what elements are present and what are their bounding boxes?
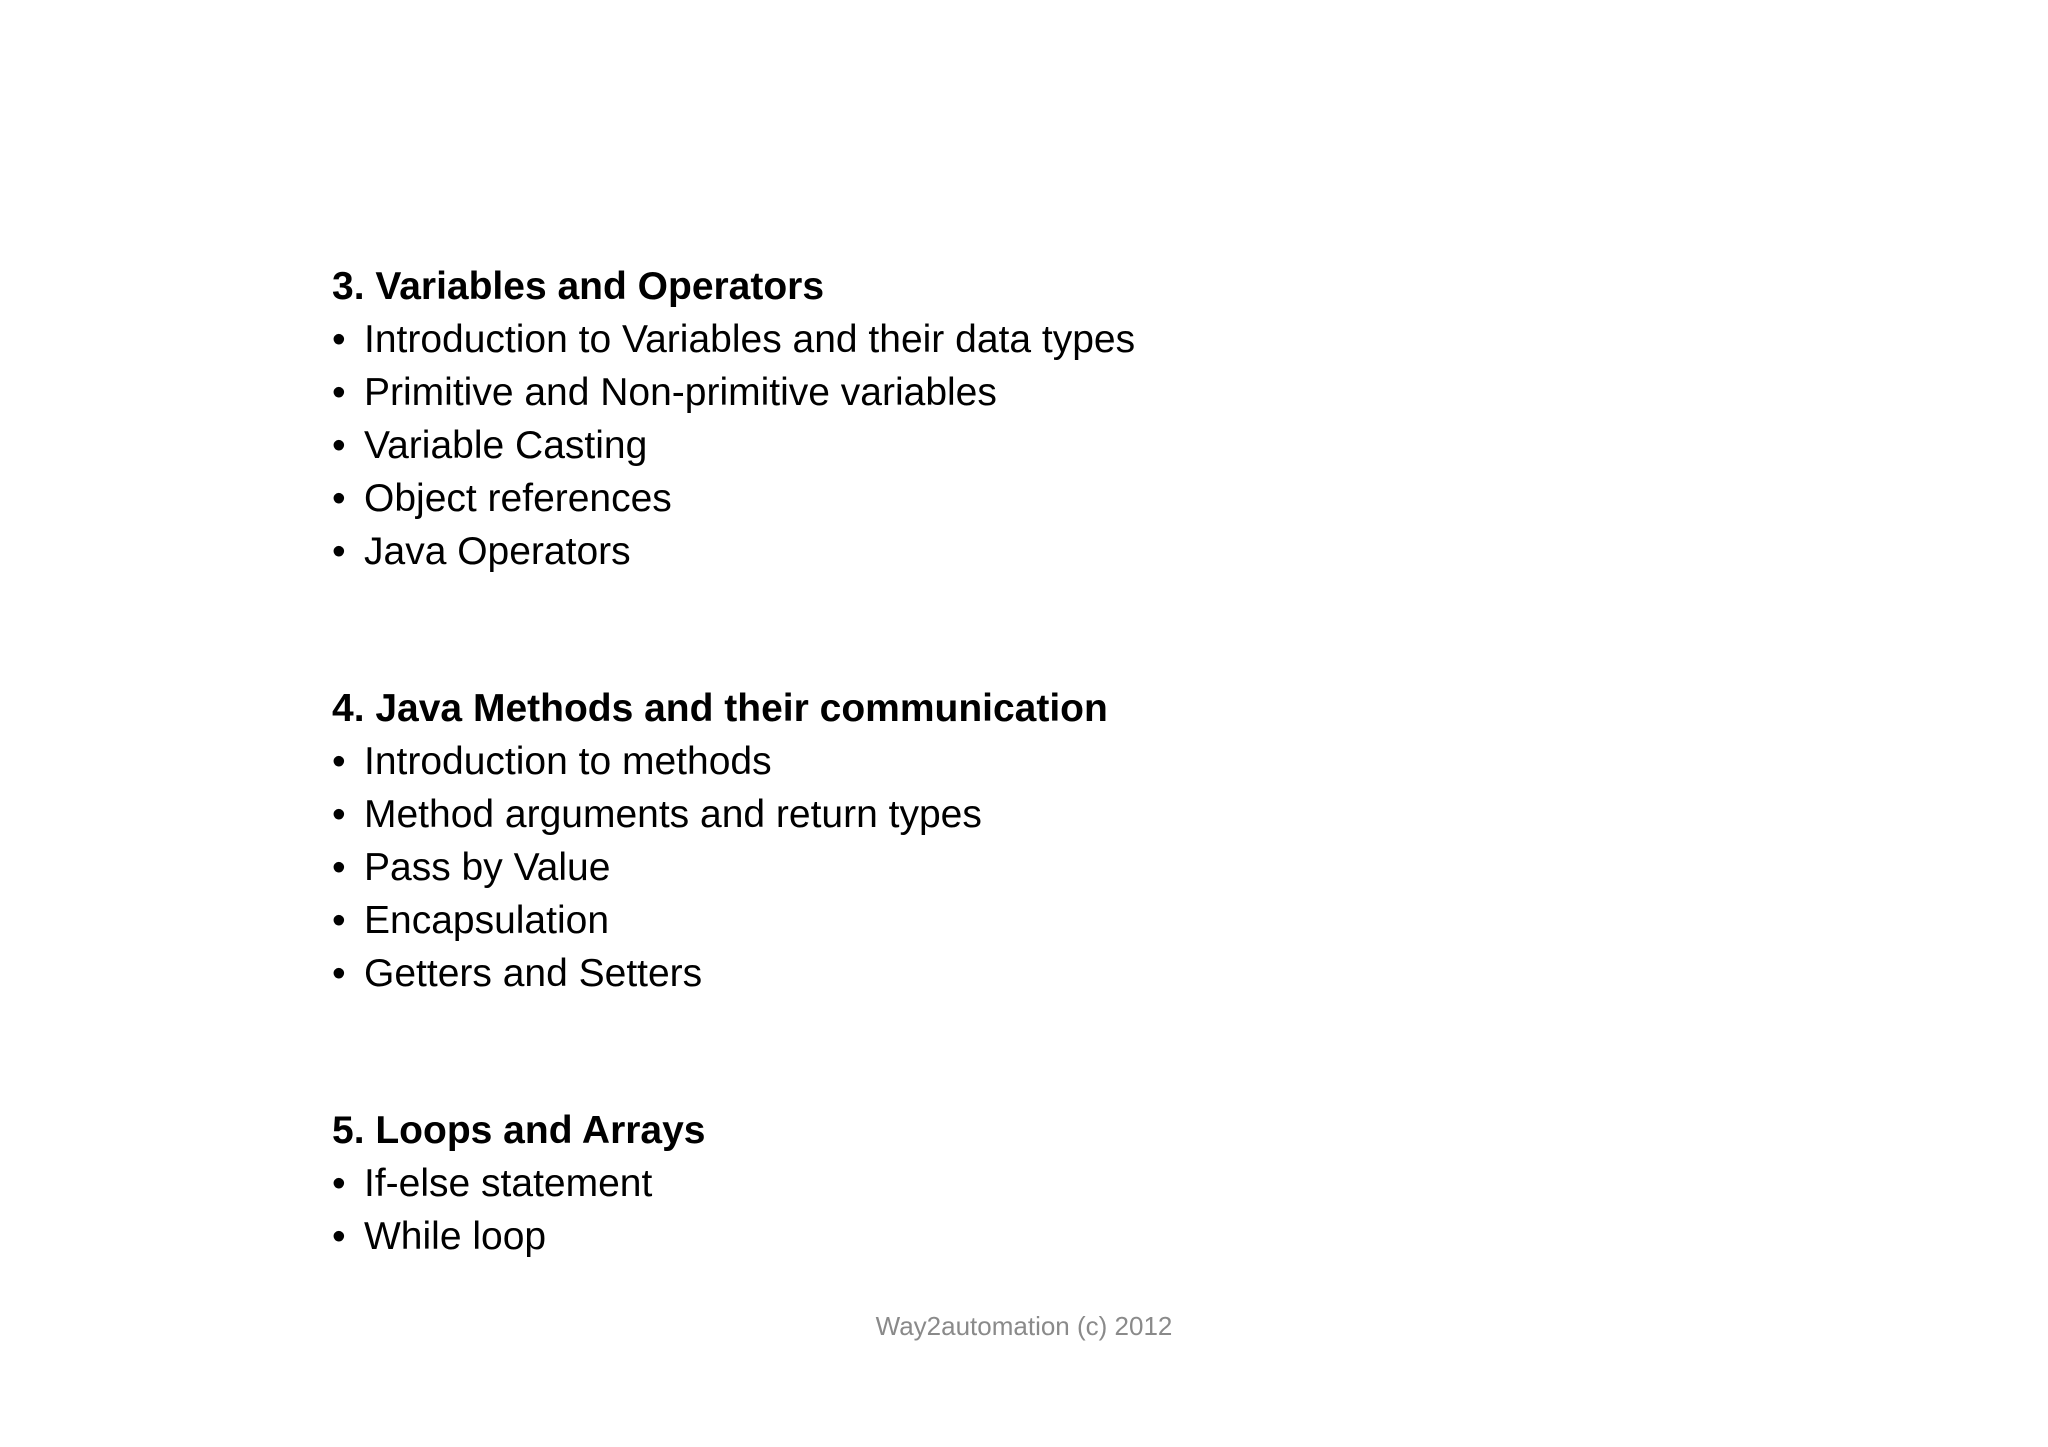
section-heading: 3. Variables and Operators — [332, 265, 825, 308]
section-java-methods — [332, 682, 1732, 1000]
bullet-icon: • — [332, 1215, 346, 1258]
list-item — [332, 947, 1732, 1000]
list-item — [332, 472, 1732, 525]
bullet-icon: • — [332, 477, 346, 520]
section-variables-operators — [332, 260, 1732, 578]
list-item — [332, 313, 1732, 366]
section-loops-arrays — [332, 1104, 1732, 1263]
list-item — [332, 366, 1732, 419]
list-item-text: Variable Casting — [364, 424, 648, 467]
list-item — [332, 1157, 1732, 1210]
section-heading: 4. Java Methods and their communication — [332, 687, 1108, 730]
bullet-icon: • — [332, 846, 346, 889]
list-item — [332, 788, 1732, 841]
bullet-icon: • — [332, 952, 346, 995]
bullet-icon: • — [332, 899, 346, 942]
bullet-icon: • — [332, 530, 346, 573]
slide-content — [332, 260, 1732, 1263]
list-item — [332, 525, 1732, 578]
list-item-text: Getters and Setters — [364, 952, 703, 995]
bullet-icon: • — [332, 424, 346, 467]
bullet-icon: • — [332, 793, 346, 836]
list-item — [332, 894, 1732, 947]
list-item-text: Primitive and Non-primitive variables — [364, 371, 997, 414]
list-item — [332, 841, 1732, 894]
list-item-text: Method arguments and return types — [364, 793, 982, 836]
list-item-text: While loop — [364, 1215, 547, 1258]
footer-copyright: Way2automation (c) 2012 — [875, 1311, 1173, 1341]
bullet-icon: • — [332, 318, 346, 361]
list-item-text: Java Operators — [364, 530, 631, 573]
list-item-text: Encapsulation — [364, 899, 610, 942]
list-item-text: Introduction to Variables and their data types — [364, 318, 1136, 361]
list-item — [332, 419, 1732, 472]
bullet-icon: • — [332, 1162, 346, 1205]
list-item-text: Introduction to methods — [364, 740, 772, 783]
list-item-text: Pass by Value — [364, 846, 611, 889]
list-item-text: Object references — [364, 477, 672, 520]
section-heading: 5. Loops and Arrays — [332, 1109, 706, 1152]
bullet-icon: • — [332, 371, 346, 414]
list-item — [332, 1210, 1732, 1263]
bullet-icon: • — [332, 740, 346, 783]
list-item-text: If-else statement — [364, 1162, 653, 1205]
list-item — [332, 735, 1732, 788]
